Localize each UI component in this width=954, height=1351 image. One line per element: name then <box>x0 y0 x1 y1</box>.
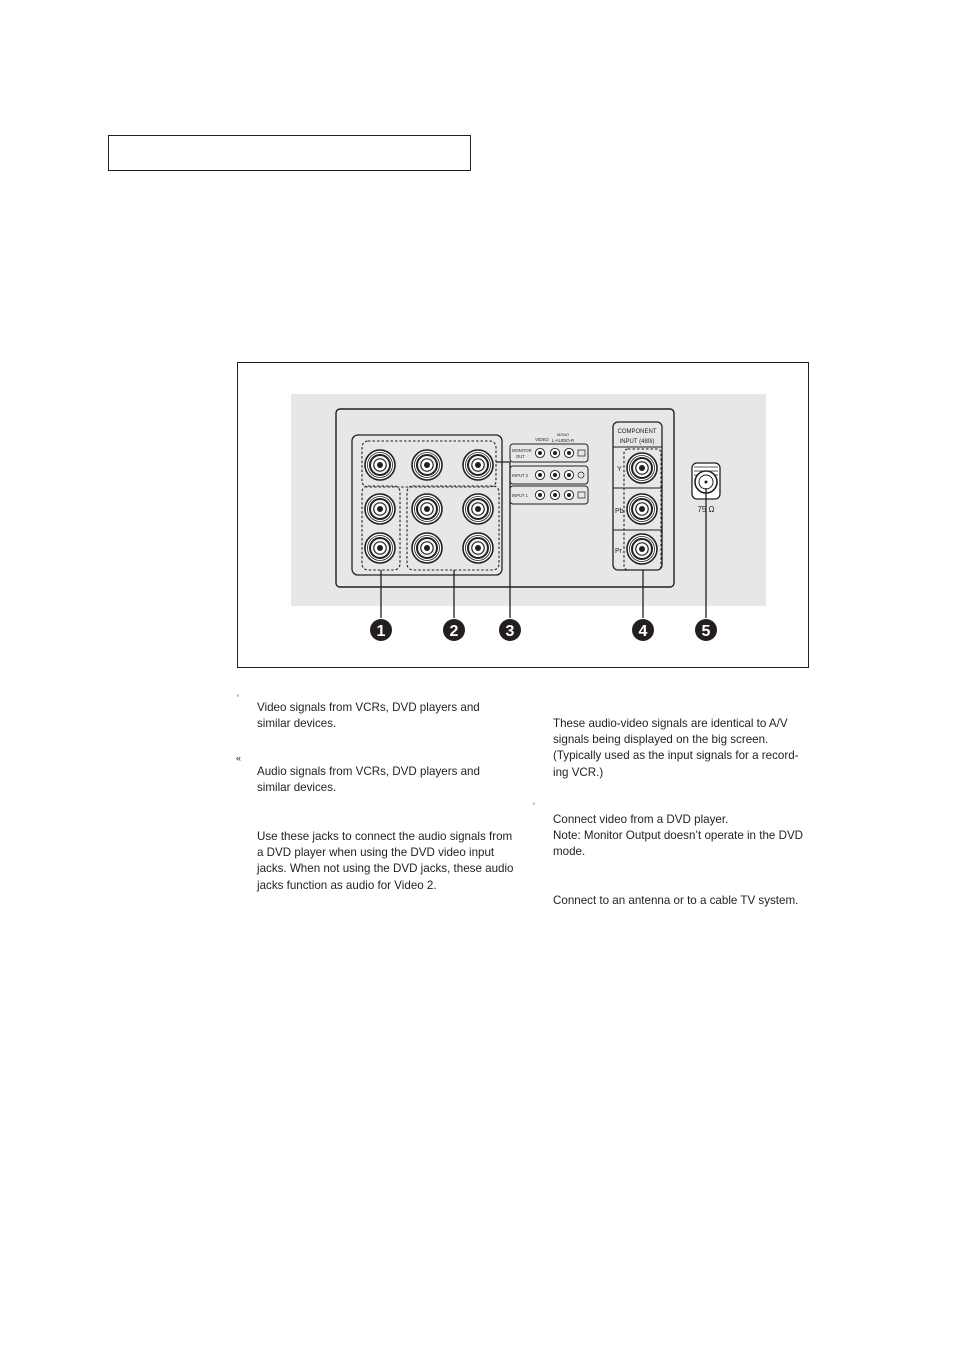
rca-jack <box>463 533 493 563</box>
callout-badge-3 <box>499 619 521 641</box>
svg-text:5: 5 <box>701 623 711 640</box>
rca-jack <box>365 533 395 563</box>
monitor-out-row <box>510 444 588 462</box>
dvd-audio-description: Use these jacks to connect the audio signals from a DVD player when using the DVD video input jacks. When not using the DVD jacks, these audio jacks function as audio for Video 2. <box>257 830 514 892</box>
audio-input-description: Audio signals from VCRs, DVD players and similar devices. <box>257 765 480 795</box>
callout-badge-1 <box>370 619 392 641</box>
y-label: Y <box>617 466 622 473</box>
component-label: COMPONENT <box>617 429 657 435</box>
rca-jack <box>412 450 442 480</box>
component-pr-jack <box>627 534 657 564</box>
component-y-jack <box>627 453 657 483</box>
rca-jack <box>412 533 442 563</box>
monitor-out-label-2: OUT <box>516 454 525 459</box>
rca-jack <box>412 494 442 524</box>
callout-badge-5 <box>695 619 717 641</box>
component-480i-label: INPUT (480i) <box>619 439 655 445</box>
video-label: VIDEO <box>535 437 549 442</box>
callout-badge-4 <box>632 619 654 641</box>
component-pb-jack <box>627 494 657 524</box>
svg-text:2: 2 <box>449 623 459 640</box>
callout-badge-2 <box>443 619 465 641</box>
bullet-marker: « <box>236 753 242 763</box>
bullet-marker: ‘ <box>533 801 535 811</box>
svg-text:3: 3 <box>505 623 515 640</box>
rca-jack <box>463 494 493 524</box>
rca-jack <box>365 494 395 524</box>
monitor-out-description: These audio-video signals are identical to A/V signals being displayed on the big screen. (Typically used as the input signals for a record-ing VCR.) <box>553 717 799 779</box>
svg-text:4: 4 <box>638 623 648 640</box>
mono-label: MONO <box>557 433 569 437</box>
monitor-out-label: MONITOR <box>512 448 532 453</box>
bullet-marker: ‘ <box>237 693 239 703</box>
ohm-label: 75 Ω <box>697 505 715 514</box>
rca-jack <box>463 450 493 480</box>
rca-jack <box>365 450 395 480</box>
input2-label: INPUT 2 <box>512 473 528 478</box>
component-input-description: Connect video from a DVD player. Note: Monitor Output doesn’t operate in the DVD mode. <box>553 813 804 859</box>
video-input-description: Video signals from VCRs, DVD players and similar devices. <box>257 701 480 731</box>
pr-label: Pr <box>615 548 622 555</box>
svg-text:1: 1 <box>376 623 386 640</box>
input1-label: INPUT 1 <box>512 493 528 498</box>
audio-lr-label: L-AUDIO-R <box>551 438 575 443</box>
antenna-description: Connect to an antenna or to a cable TV system. <box>553 894 799 907</box>
pb-label: Pb <box>615 508 624 515</box>
